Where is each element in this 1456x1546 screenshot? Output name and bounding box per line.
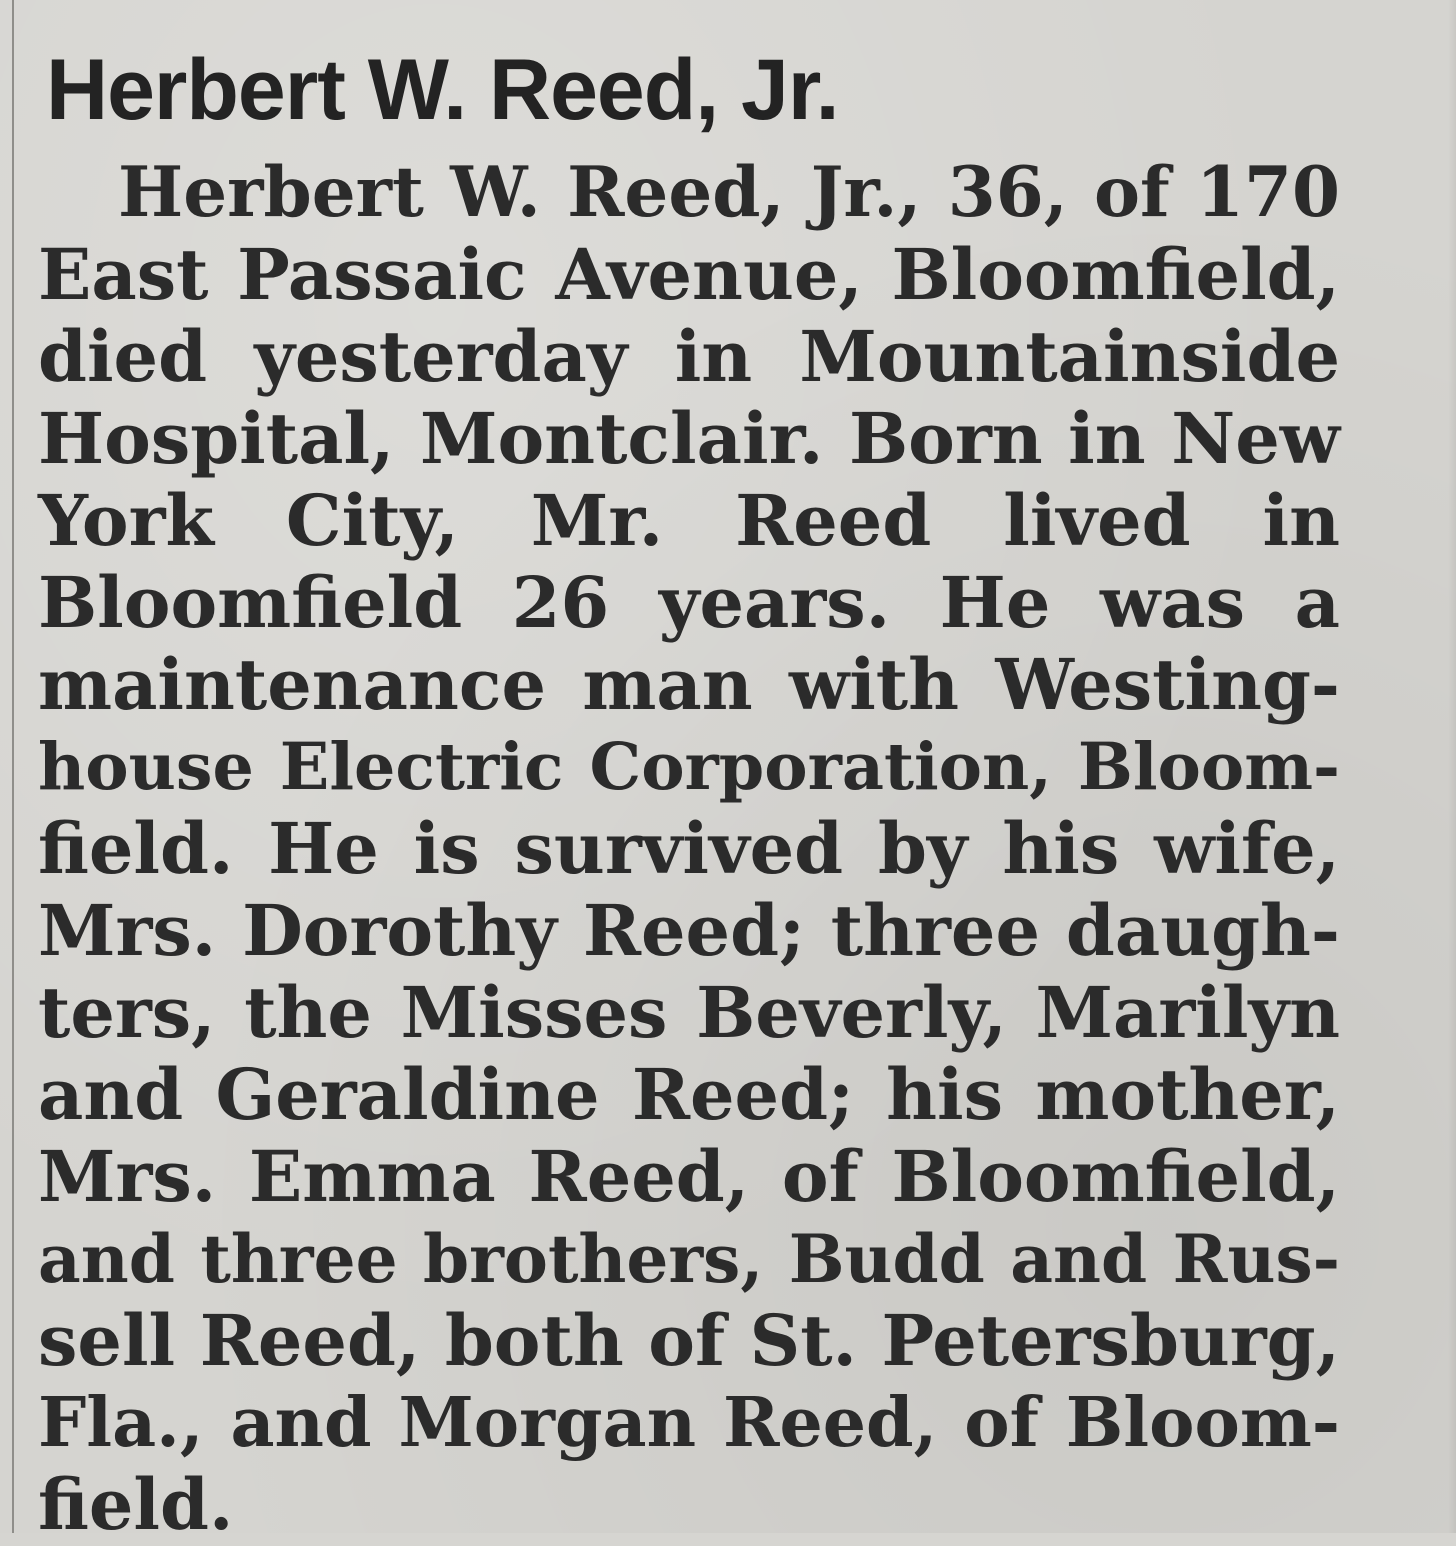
obituary-line: field. (38, 1463, 234, 1546)
column-rule (12, 0, 14, 1533)
obituary-line: died yesterday in Mountainside (38, 315, 1340, 398)
obituary-line: ters, the Misses Beverly, Marilyn (38, 971, 1340, 1054)
obituary-body (38, 152, 1340, 1546)
obituary-line: Hospital, Montclair. Born in New (38, 397, 1340, 480)
obituary-headline: Herbert W. Reed, Jr. (46, 42, 839, 138)
obituary-line: and three brothers, Budd and Rus- (38, 1220, 1340, 1298)
obituary-line: sell Reed, both of St. Petersburg, (38, 1299, 1340, 1382)
obituary-line: and Geraldine Reed; his mother, (38, 1053, 1340, 1136)
obituary-line: maintenance man with Westing- (38, 643, 1340, 726)
obituary-line: Mrs. Emma Reed, of Bloomfield, (38, 1135, 1340, 1218)
obituary-line: Mrs. Dorothy Reed; three daugh- (38, 889, 1340, 972)
page-edge-shadow (1448, 0, 1456, 1533)
obituary-line: York City, Mr. Reed lived in (38, 479, 1340, 562)
obituary-line: Herbert W. Reed, Jr., 36, of 170 (118, 152, 1340, 233)
obituary-line: East Passaic Avenue, Bloomfield, (38, 233, 1340, 316)
obituary-line: Bloomfield 26 years. He was a (38, 561, 1340, 644)
obituary-line: field. He is survived by his wife, (38, 807, 1340, 890)
obituary-line: Fla., and Morgan Reed, of Bloom- (38, 1383, 1340, 1463)
obituary-line: house Electric Corporation, Bloom- (38, 729, 1340, 805)
